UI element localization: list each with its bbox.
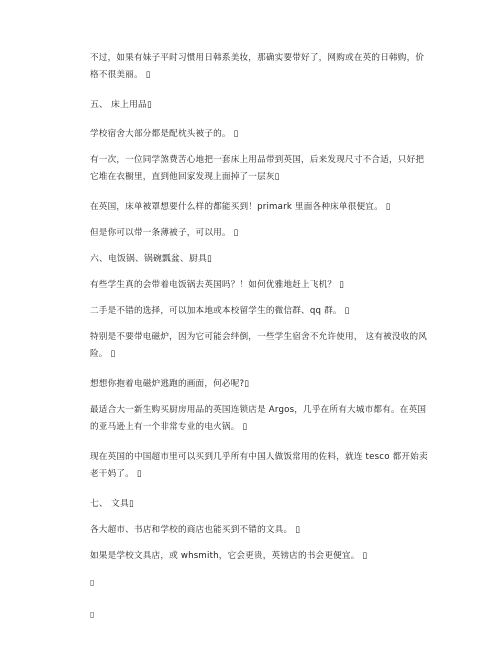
paragraph-primark: 在英国，床单被罩想要什么样的都能买到！primark 里面各种床单很便宜。 ▯ bbox=[90, 202, 391, 212]
section-heading-bedding: 五、 床上用品▯ bbox=[90, 100, 153, 110]
paragraph-makeup-note: 不过，如果有妹子平时习惯用日韩系美妆，那确实要带好了，网购或在英的日韩购，价格不很美丽。 ▯ bbox=[90, 53, 425, 80]
paragraph-thin-quilt: 但是你可以带一条薄被子，可以用。 ▯ bbox=[90, 228, 239, 238]
paragraph-rice-cooker: 有些学生真的会带着电饭锅去英国吗？！如何优雅地赶上飞机？ ▯ bbox=[90, 280, 345, 290]
paragraph-whsmith: 如果是学校文具店，或 whsmith，它会更贵，英镑店的书会更便宜。 ▯ bbox=[90, 551, 368, 561]
paragraph-argos: 最适合大一新生购买厨房用品的英国连锁店是 Argos，几乎在所有大城市都有。在英国的亚马逊上有一个非常专业的电火锅。 ▯ bbox=[90, 405, 427, 432]
paragraph-mark: ▯ bbox=[90, 610, 95, 619]
paragraph-bedding-story: 有一次，一位同学煞费苦心地把一套床上用品带到英国，后来发现尺寸不合适，只好把它堆在衣橱里，直到他回家发现上面掉了一层灰▯ bbox=[90, 155, 425, 182]
paragraph-chinese-supermarket: 现在英国的中国超市里可以买到几乎所有中国人做饭常用的佐料，就连 tesco 都开始卖老干妈了。 ▯ bbox=[90, 452, 428, 479]
section-heading-stationery: 七、 文具▯ bbox=[90, 499, 135, 509]
paragraph-stationery-shops: 各大超市、书店和学校的商店也能买到不错的文具。 ▯ bbox=[90, 525, 301, 535]
paragraph-induction-cooker: 特别是不要带电磁炉，因为它可能会绊倒，一些学生宿舍不允许使用， 这有被没收的风险。 ▯ bbox=[90, 332, 428, 359]
section-heading-kitchen: 六、电饭锅、锅碗瓢盆、厨具▯ bbox=[90, 254, 213, 264]
paragraph-dorm-bedding: 学校宿舍大部分都是配枕头被子的。 ▯ bbox=[90, 129, 239, 139]
paragraph-second-hand: 二手是不错的选择，可以加本地或本校留学生的微信群、qq 群。 ▯ bbox=[90, 306, 350, 316]
paragraph-running-away: 想想你抱着电磁炉逃跑的画面，何必呢?▯ bbox=[90, 379, 250, 389]
paragraph-mark: ▯ bbox=[90, 578, 95, 587]
